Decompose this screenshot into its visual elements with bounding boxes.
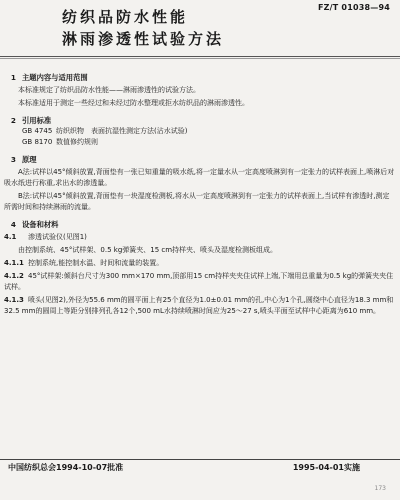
section-3-heading bbox=[4, 154, 396, 165]
reference-title: 纺织织物 表面抗湿性测定方法(沾水试验) bbox=[56, 127, 188, 135]
section-number: 2 bbox=[10, 116, 16, 125]
clause-4-1 bbox=[4, 232, 396, 243]
header-divider bbox=[0, 56, 400, 57]
reference-title: 数值修约规则 bbox=[56, 138, 98, 146]
clause-text: 渗透试验仪(见图1) bbox=[28, 233, 87, 241]
clause-number: 4.1.3 bbox=[4, 296, 24, 304]
page-number: 173 bbox=[374, 485, 386, 492]
section-3-method-a: A法:试样以45°倾斜放置,背面垫有一张已知重量的吸水纸,将一定量水从一定高度喷淋到有一定张力的试样表面上,喷淋后对吸水纸进行称重,求出水的渗透量。 bbox=[4, 168, 395, 187]
reference-code: GB 8170 bbox=[22, 138, 53, 146]
section-1-paragraph-1: 本标准规定了纺织品防水性能——淋雨渗透性的试验方法。 bbox=[18, 86, 200, 94]
footer-divider bbox=[0, 459, 400, 460]
clause-text: 喷头(见图2),外径为55.6 mm的圆平面上有25个直径为1.0±0.01 mm的孔,中心为1个孔,圆绕中心直径为18.3 mm和32.5 mm的圆周上等距分别排列孔各12个,500 mL水持续喷淋时间应为25～27 s,喷头平面至试样中心距离为610 mm。 bbox=[4, 296, 394, 315]
document-body bbox=[4, 66, 396, 319]
section-number: 1 bbox=[10, 73, 16, 82]
implementation-date: 1995-04-01实施 bbox=[292, 463, 360, 472]
clause-4-1-description: 由控制系统、45°试样架、0.5 kg弹簧夹、15 cm持样夹、喷头及湿度检测板组成。 bbox=[18, 246, 278, 254]
standard-code: FZ/T 01038—94 bbox=[318, 3, 390, 12]
section-title: 设备和材料 bbox=[22, 220, 59, 229]
section-1-heading bbox=[4, 72, 396, 83]
clause-number: 4.1.1 bbox=[4, 259, 24, 267]
clause-4-1-2 bbox=[4, 271, 396, 293]
clause-text: 45°试样架:倾斜台尺寸为300 mm×170 mm,顶部用15 cm持样夹夹住试样上端,下端用总重量为0.5 kg的弹簧夹夹住试样。 bbox=[4, 272, 394, 291]
section-1-paragraph-2: 本标准适用于测定一些经过和未经过防水整理或拒水纺织品的淋雨渗透性。 bbox=[18, 99, 249, 107]
section-4-heading bbox=[4, 219, 396, 230]
section-number: 3 bbox=[10, 155, 16, 164]
header-divider-thin bbox=[0, 58, 400, 59]
section-number: 4 bbox=[10, 220, 16, 229]
clause-number: 4.1 bbox=[4, 233, 17, 241]
clause-4-1-3 bbox=[4, 295, 396, 317]
clause-4-1-1 bbox=[4, 258, 396, 269]
document-title-line-2: 淋雨渗透性试验方法 bbox=[62, 30, 225, 48]
document-title-line-1: 纺织品防水性能 bbox=[62, 8, 189, 26]
clause-text: 控制系统,能控制水温、时间和流量的装置。 bbox=[28, 259, 164, 267]
section-title: 主题内容与适用范围 bbox=[22, 73, 88, 82]
reference-code: GB 4745 bbox=[22, 127, 53, 135]
section-title: 原理 bbox=[22, 155, 37, 164]
clause-number: 4.1.2 bbox=[4, 272, 24, 280]
section-2-heading bbox=[4, 115, 396, 126]
section-title: 引用标准 bbox=[22, 116, 52, 125]
section-3-method-b: B法:试样以45°倾斜放置,背面垫有一块湿度检测板,将水从一定高度喷淋到有一定张力的试样表面上,当试样有渗透时,测定所需时间和持续淋雨的流量。 bbox=[4, 192, 390, 211]
reference-item bbox=[22, 137, 396, 148]
reference-item bbox=[22, 126, 396, 137]
approval-date: 中国纺织总会1994-10-07批准 bbox=[8, 463, 124, 472]
